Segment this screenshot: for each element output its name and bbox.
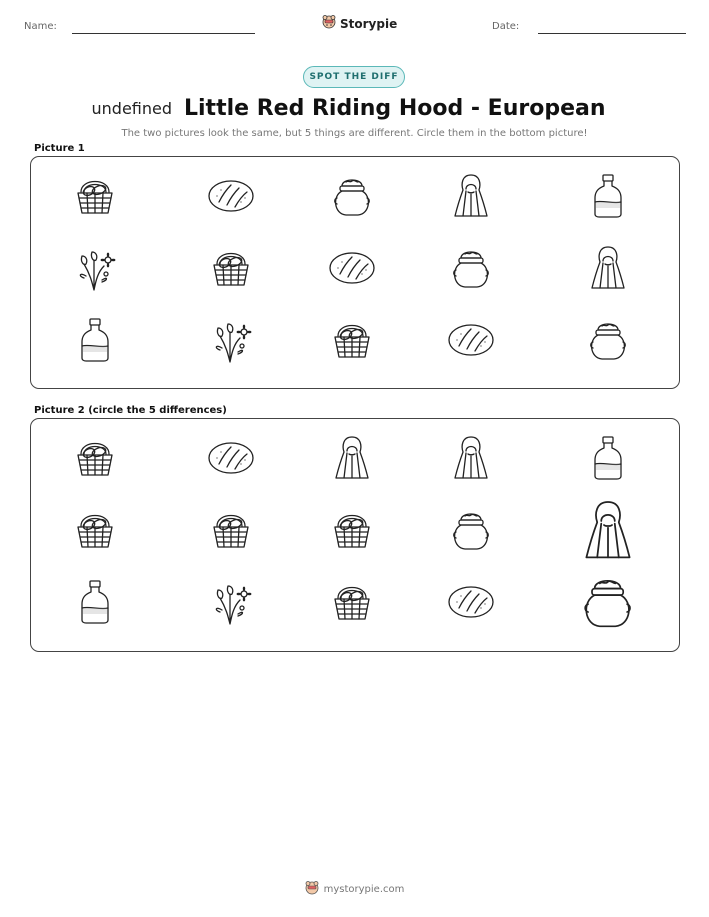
bottle-icon[interactable] — [55, 569, 135, 635]
basket-icon: undefined — [91, 98, 172, 118]
basket-icon[interactable] — [191, 235, 271, 301]
spot-the-diff-badge: SPOT THE DIFF — [303, 66, 405, 88]
basket-icon[interactable] — [312, 307, 392, 373]
pot-icon[interactable] — [568, 569, 648, 635]
name-label: Name: — [24, 21, 57, 32]
picture-1-grid — [31, 157, 679, 388]
picture-2-label: Picture 2 (circle the 5 differences) — [34, 405, 227, 416]
picture-2-panel — [30, 418, 680, 652]
cloak-icon[interactable] — [568, 235, 648, 301]
instructions: The two pictures look the same, but 5 things are different. Circle them in the bottom picture! — [121, 128, 588, 139]
bread-icon[interactable] — [191, 425, 271, 491]
picture-1-panel — [30, 156, 680, 389]
bottle-icon[interactable] — [55, 307, 135, 373]
basket-icon[interactable] — [312, 569, 392, 635]
bottle-icon[interactable] — [568, 425, 648, 491]
flowers-icon[interactable] — [191, 569, 271, 635]
bread-icon[interactable] — [431, 307, 511, 373]
date-field[interactable] — [538, 33, 686, 34]
picture-1-label: Picture 1 — [34, 143, 85, 154]
worksheet-header — [0, 14, 709, 38]
storypie-mascot-icon — [322, 14, 336, 33]
picture-2-grid — [31, 419, 679, 651]
cloak-icon[interactable] — [312, 425, 392, 491]
bread-icon[interactable] — [431, 569, 511, 635]
basket-icon[interactable] — [55, 425, 135, 491]
cloak-icon[interactable] — [431, 425, 511, 491]
bread-icon[interactable] — [191, 163, 271, 229]
brand-logo — [322, 14, 397, 33]
flowers-icon[interactable] — [55, 235, 135, 301]
basket-icon[interactable] — [55, 497, 135, 563]
flowers-icon[interactable] — [191, 307, 271, 373]
cloak-icon[interactable] — [431, 163, 511, 229]
pot-icon[interactable] — [312, 163, 392, 229]
pot-icon[interactable] — [431, 497, 511, 563]
pot-icon[interactable] — [431, 235, 511, 301]
storypie-mascot-icon — [305, 881, 319, 898]
basket-icon[interactable] — [55, 163, 135, 229]
brand-name: Storypie — [340, 16, 398, 31]
cloak-icon[interactable] — [568, 497, 648, 563]
pot-icon[interactable] — [568, 307, 648, 373]
basket-icon[interactable] — [191, 497, 271, 563]
basket-icon[interactable] — [312, 497, 392, 563]
date-label: Date: — [492, 21, 520, 32]
bottle-icon[interactable] — [568, 163, 648, 229]
bread-icon[interactable] — [312, 235, 392, 301]
title-row — [0, 90, 709, 126]
footer — [0, 879, 709, 899]
name-field[interactable] — [72, 33, 255, 34]
page-title: Little Red Riding Hood - European — [184, 95, 606, 121]
footer-site-link[interactable]: mystorypie.com — [323, 883, 405, 895]
